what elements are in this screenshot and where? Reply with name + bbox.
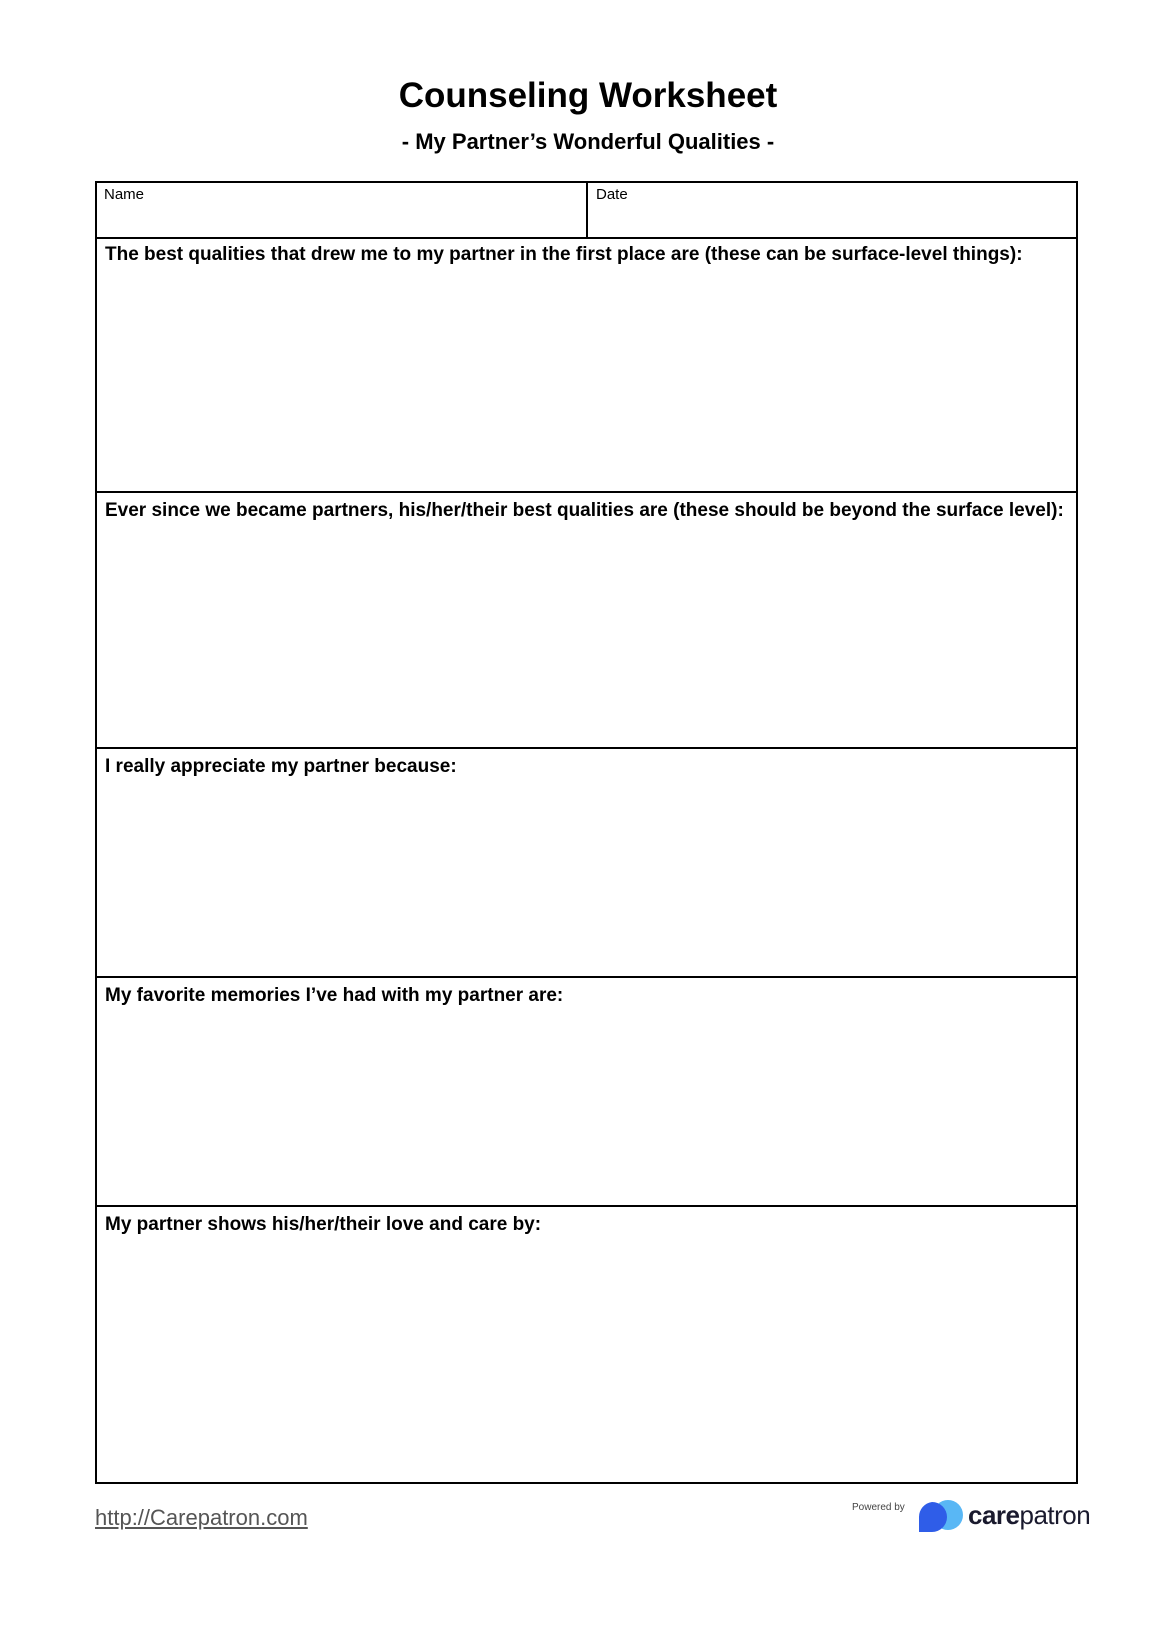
section-appreciate[interactable] [97,749,1076,978]
section-best-qualities[interactable] [97,493,1076,749]
section-first-qualities[interactable] [97,237,1076,493]
section-prompt: The best qualities that drew me to my partner in the first place are (these can be surface-level things): [105,244,1023,265]
section-prompt: My favorite memories I’ve had with my partner are: [105,985,564,1006]
page-title: Counseling Worksheet [398,76,778,115]
carepatron-brand [968,1500,1090,1531]
section-prompt: My partner shows his/her/their love and care by: [105,1214,542,1235]
name-label: Name [104,186,145,203]
powered-by-label: Powered by [852,1502,905,1513]
date-label: Date [596,186,628,203]
brand-rest: patron [1019,1500,1091,1530]
carepatron-logo-icon [917,1500,965,1534]
section-memories[interactable] [97,978,1076,1207]
name-date-row [97,183,1076,239]
brand-bold: care [968,1500,1020,1530]
section-prompt: I really appreciate my partner because: [105,756,457,777]
carepatron-link[interactable]: http://Carepatron.com [95,1505,308,1530]
date-field[interactable] [588,183,1076,237]
worksheet-form [95,181,1078,1484]
section-prompt: Ever since we became partners, his/her/their best qualities are (these should be beyond the surface level): [105,500,1064,521]
page-subtitle: - My Partner’s Wonderful Qualities - [401,129,775,154]
name-field[interactable] [97,183,588,237]
section-love-care[interactable] [97,1207,1076,1482]
